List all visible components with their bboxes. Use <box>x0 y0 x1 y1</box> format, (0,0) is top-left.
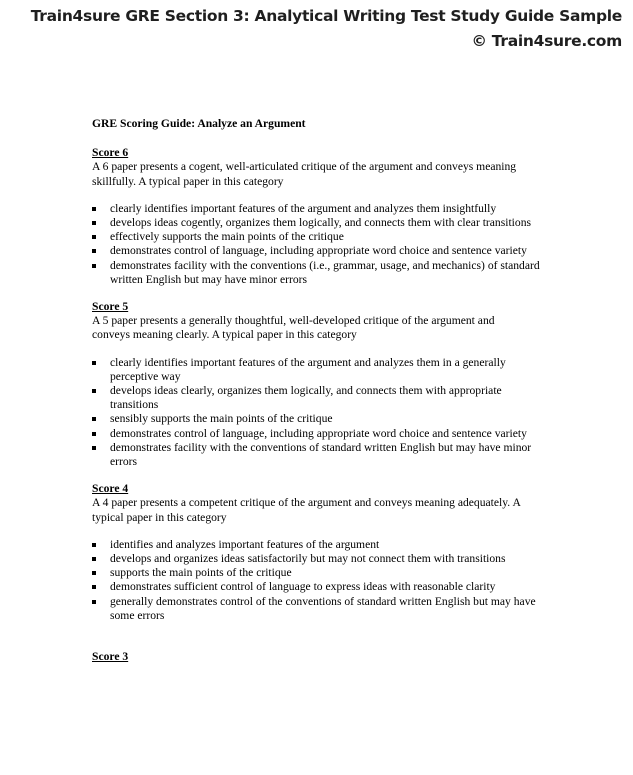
bullet-icon <box>92 432 96 436</box>
bullet-icon <box>92 235 96 239</box>
score-5-section <box>92 300 552 469</box>
list-item <box>92 580 540 594</box>
score-6-criteria-list <box>92 202 552 287</box>
list-item <box>92 538 540 552</box>
bullet-icon <box>92 389 96 393</box>
list-item-text: develops ideas cogently, organizes them logically, and connects them with clear transitions <box>110 216 532 230</box>
list-item <box>92 356 540 384</box>
list-item <box>92 427 540 441</box>
list-item-text: demonstrates control of language, including appropriate word choice and sentence variety <box>110 426 527 440</box>
bullet-icon <box>92 417 96 421</box>
list-item <box>92 412 540 426</box>
list-item-text: demonstrates sufficient control of language to express ideas with reasonable clarity <box>110 580 496 594</box>
score-3-heading: Score 3 <box>92 650 129 664</box>
list-item <box>92 384 540 412</box>
bullet-icon <box>92 207 96 211</box>
list-item <box>92 216 540 230</box>
bullet-icon <box>92 557 96 561</box>
list-item <box>92 244 540 258</box>
list-item-text: demonstrates facility with the conventions of standard written English but may have minor errors <box>110 440 532 469</box>
list-item <box>92 552 540 566</box>
score-4-heading: Score 4 <box>92 482 129 496</box>
score-6-description: A 6 paper presents a cogent, well-articulated critique of the argument and conveys meaning skillfully. A typical paper in this category <box>92 160 517 188</box>
list-item-text: identifies and analyzes important features of the argument <box>110 537 380 551</box>
list-item <box>92 595 540 623</box>
score-5-description: A 5 paper presents a generally thoughtful, well-developed critique of the argument and conveys meaning clearly. A typical paper in this category <box>92 314 495 342</box>
bullet-icon <box>92 249 96 253</box>
list-item <box>92 202 540 216</box>
list-item <box>92 441 540 469</box>
list-item-text: sensibly supports the main points of the critique <box>110 412 333 426</box>
list-item-text: demonstrates control of language, including appropriate word choice and sentence variety <box>110 244 527 258</box>
bullet-icon <box>92 600 96 604</box>
list-item-text: develops ideas clearly, organizes them logically, and connects them with appropriate transitions <box>110 384 502 412</box>
bullet-icon <box>92 446 96 450</box>
bullet-icon <box>92 264 96 268</box>
page-header <box>31 4 622 54</box>
bullet-icon <box>92 571 96 575</box>
bullet-icon <box>92 543 96 547</box>
header-copyright: © Train4sure.com <box>471 32 622 50</box>
list-item <box>92 230 540 244</box>
score-4-section <box>92 482 552 623</box>
list-item-text: clearly identifies important features of the argument and analyzes them in a generally perceptive way <box>110 355 506 383</box>
bullet-icon <box>92 361 96 365</box>
list-item-text: develops and organizes ideas satisfactorily but may not connect them with transitions <box>110 552 506 566</box>
score-4-criteria-list <box>92 538 552 623</box>
list-item-text: demonstrates facility with the conventions (i.e., grammar, usage, and mechanics) of standard written English but may have minor errors <box>110 258 540 286</box>
score-6-heading: Score 6 <box>92 146 129 160</box>
list-item <box>92 259 540 287</box>
list-item-text: generally demonstrates control of the conventions of standard written English but may have some errors <box>110 594 536 622</box>
bullet-icon <box>92 221 96 225</box>
score-3-section <box>92 650 552 664</box>
document-title: GRE Scoring Guide: Analyze an Argument <box>92 117 306 130</box>
list-item-text: supports the main points of the critique <box>110 566 292 580</box>
score-5-criteria-list <box>92 356 552 470</box>
score-6-section <box>92 146 552 287</box>
score-5-heading: Score 5 <box>92 300 129 314</box>
list-item <box>92 566 540 580</box>
list-item-text: clearly identifies important features of the argument and analyzes them insightfully <box>110 201 497 215</box>
score-4-description: A 4 paper presents a competent critique of the argument and conveys meaning adequately. A typical paper in this category <box>92 496 521 524</box>
list-item-text: effectively supports the main points of the critique <box>110 230 344 244</box>
header-title: Train4sure GRE Section 3: Analytical Writing Test Study Guide Sample <box>30 7 622 25</box>
bullet-icon <box>92 585 96 589</box>
scoring-guide-document <box>92 117 552 677</box>
